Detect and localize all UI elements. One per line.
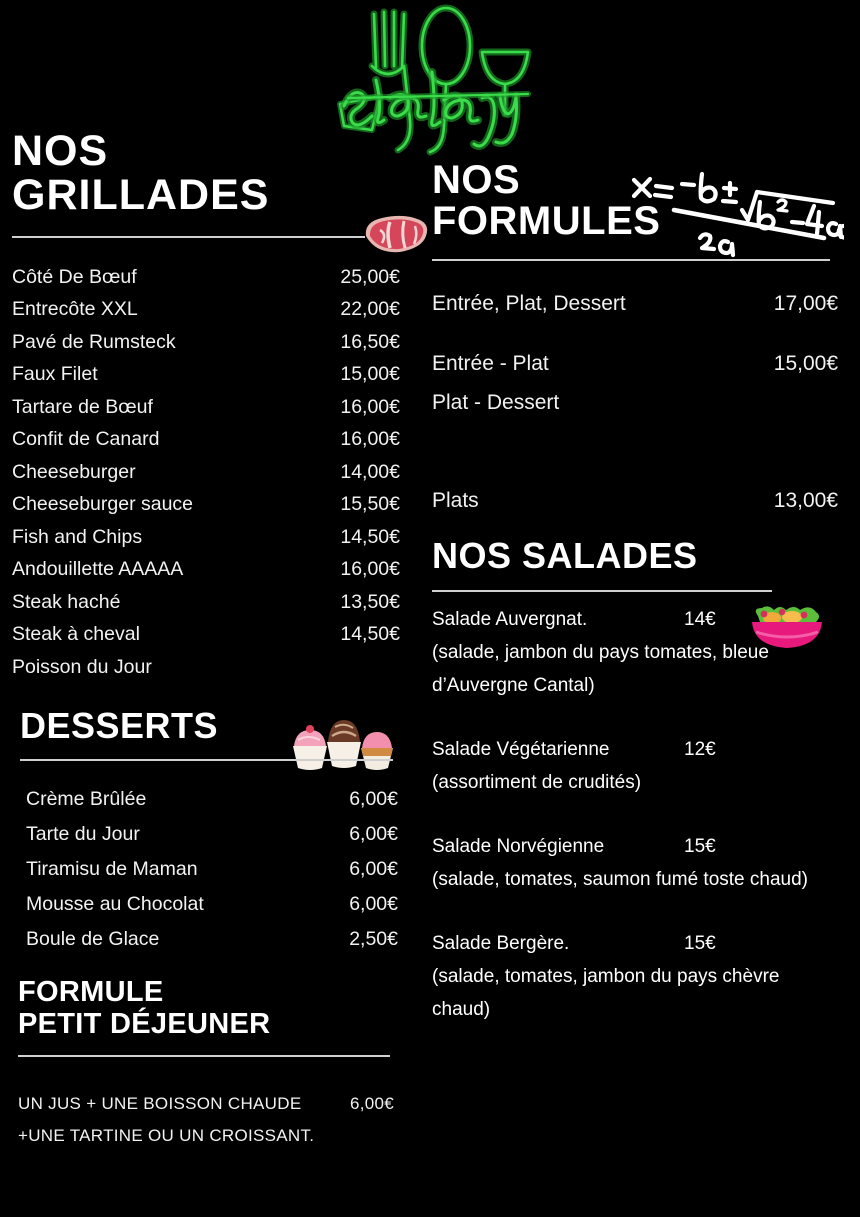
item-name: Salade Végétarienne <box>432 739 610 761</box>
item-name: Faux Filet <box>12 363 98 386</box>
item-name: Confit de Canard <box>12 428 160 451</box>
item-price: 14,00€ <box>340 460 400 483</box>
menu-item-row <box>432 353 838 374</box>
menu-item-row <box>12 590 400 626</box>
grillades-heading-line2: GRILLADES <box>12 170 270 219</box>
item-price: 13,50€ <box>340 590 400 613</box>
grillades-heading <box>0 127 412 219</box>
item-name: Tiramisu de Maman <box>26 857 198 880</box>
item-name: Steak à cheval <box>12 623 140 646</box>
left-column <box>0 127 412 1152</box>
menu-item-row <box>432 490 838 511</box>
salades-heading: NOS SALADES <box>432 535 698 577</box>
item-price: 14€ <box>684 609 716 631</box>
salad-entry <box>432 603 848 702</box>
item-price: 15€ <box>684 836 716 858</box>
section-formule-petit-dejeuner <box>0 976 412 1152</box>
item-price: 13,00€ <box>773 489 838 513</box>
item-price: 16,00€ <box>340 428 400 451</box>
menu-item-row <box>12 655 400 691</box>
formules-divider <box>432 259 830 261</box>
item-price: 25,00€ <box>340 265 400 288</box>
item-description: (salade, jambon du pays tomates, bleue d’Auvergne Cantal) <box>432 642 769 697</box>
item-price: 15€ <box>684 933 716 955</box>
item-name: Tartare de Bœuf <box>12 395 153 418</box>
item-price: 22,00€ <box>340 298 400 321</box>
menu-item-row <box>12 525 400 561</box>
menu-item-row <box>12 460 400 496</box>
item-price: 14,50€ <box>340 525 400 548</box>
item-price: 15,00€ <box>340 363 400 386</box>
formules-heading-line2: FORMULES <box>432 199 661 244</box>
menu-item-row <box>12 395 400 431</box>
item-price: 15,00€ <box>773 352 838 376</box>
formule-pd-heading-line1: FORMULE <box>18 975 164 1008</box>
item-name: Entrecôte XXL <box>12 298 138 321</box>
item-name: Steak haché <box>12 590 121 613</box>
item-price: 15,50€ <box>340 493 400 516</box>
item-price: 16,00€ <box>340 558 400 581</box>
item-name: Crème Brûlée <box>26 787 147 810</box>
item-price: 16,00€ <box>340 395 400 418</box>
item-price: 14,50€ <box>340 623 400 646</box>
menu-item-row <box>12 430 400 463</box>
item-price: 2,50€ <box>349 927 398 950</box>
item-name: Mousse au Chocolat <box>26 892 204 915</box>
formules-heading <box>420 160 860 242</box>
grillades-item-list <box>0 265 412 691</box>
item-name: Cheeseburger <box>12 460 136 483</box>
menu-item-row <box>432 392 838 413</box>
item-name: Salade Auvergnat. <box>432 609 588 631</box>
section-formules <box>420 160 860 511</box>
item-description: (salade, tomates, saumon fumé toste chaud) <box>432 869 808 891</box>
menu-item-row <box>12 625 400 658</box>
menu-item-row <box>12 495 400 528</box>
salades-divider <box>432 590 772 592</box>
section-grillades <box>0 127 412 690</box>
item-price: 6,00€ <box>349 857 398 880</box>
menu-item-row <box>12 560 400 593</box>
item-name: Tarte du Jour <box>26 822 140 845</box>
item-name: Plats <box>432 489 479 513</box>
salad-entry <box>432 733 848 799</box>
menu-item-row <box>12 330 400 366</box>
item-price: 6,00€ <box>349 822 398 845</box>
desserts-item-list <box>0 787 412 965</box>
item-name: Salade Norvégienne <box>432 836 605 858</box>
desserts-divider <box>20 759 393 761</box>
item-name: Entrée - Plat <box>432 352 549 376</box>
right-column <box>420 160 860 1026</box>
formule-pd-price: 6,00€ <box>349 1093 394 1113</box>
formule-pd-heading-line2: PETIT DÉJEUNER <box>18 1008 271 1041</box>
section-desserts <box>0 705 412 965</box>
menu-item-row <box>26 892 398 930</box>
item-name: Entrée, Plat, Dessert <box>432 292 626 316</box>
item-price: 17,00€ <box>773 292 838 316</box>
item-description: (salade, tomates, jambon du pays chèvre chaud) <box>432 966 780 1021</box>
item-name: Fish and Chips <box>12 525 143 548</box>
item-name: Pavé de Rumsteck <box>12 330 176 353</box>
menu-item-row <box>12 300 400 333</box>
formules-heading-line1: NOS <box>432 158 521 202</box>
salades-item-list <box>420 603 860 1026</box>
menu-item-row <box>26 822 398 860</box>
menu-item-row <box>432 293 838 314</box>
item-name: Andouillette AAAAA <box>12 558 184 581</box>
item-name: Plat - Dessert <box>432 391 560 415</box>
formule-petit-dejeuner-body <box>0 1088 412 1152</box>
formule-petit-dejeuner-divider <box>18 1055 390 1057</box>
formule-petit-dejeuner-heading <box>0 976 412 1041</box>
formule-pd-description: UN JUS + UNE BOISSON CHAUDE +UNE TARTINE OU UN CROISSANT. <box>18 1093 315 1145</box>
item-price: 16,50€ <box>340 330 400 353</box>
salad-entry <box>432 927 848 1026</box>
item-description: (assortiment de crudités) <box>432 772 642 794</box>
section-salades <box>420 535 860 1026</box>
grillades-divider <box>12 236 365 238</box>
salad-entry <box>432 830 848 896</box>
desserts-heading: DESSERTS <box>20 705 219 747</box>
menu-item-row <box>12 265 400 301</box>
item-name: Poisson du Jour <box>12 655 152 678</box>
item-name: Boule de Glace <box>26 927 160 950</box>
grillades-heading-line1: NOS <box>12 127 109 175</box>
item-name: Côté De Bœuf <box>12 265 137 288</box>
formules-item-list <box>420 293 860 511</box>
item-name: Cheeseburger sauce <box>12 493 194 516</box>
item-price: 12€ <box>684 739 716 761</box>
item-name: Salade Bergère. <box>432 933 570 955</box>
item-price: 6,00€ <box>349 787 398 810</box>
menu-item-row <box>26 857 398 895</box>
item-price: 6,00€ <box>349 892 398 915</box>
menu-item-row <box>26 787 398 825</box>
menu-item-row <box>12 365 400 398</box>
menu-item-row <box>26 927 398 965</box>
